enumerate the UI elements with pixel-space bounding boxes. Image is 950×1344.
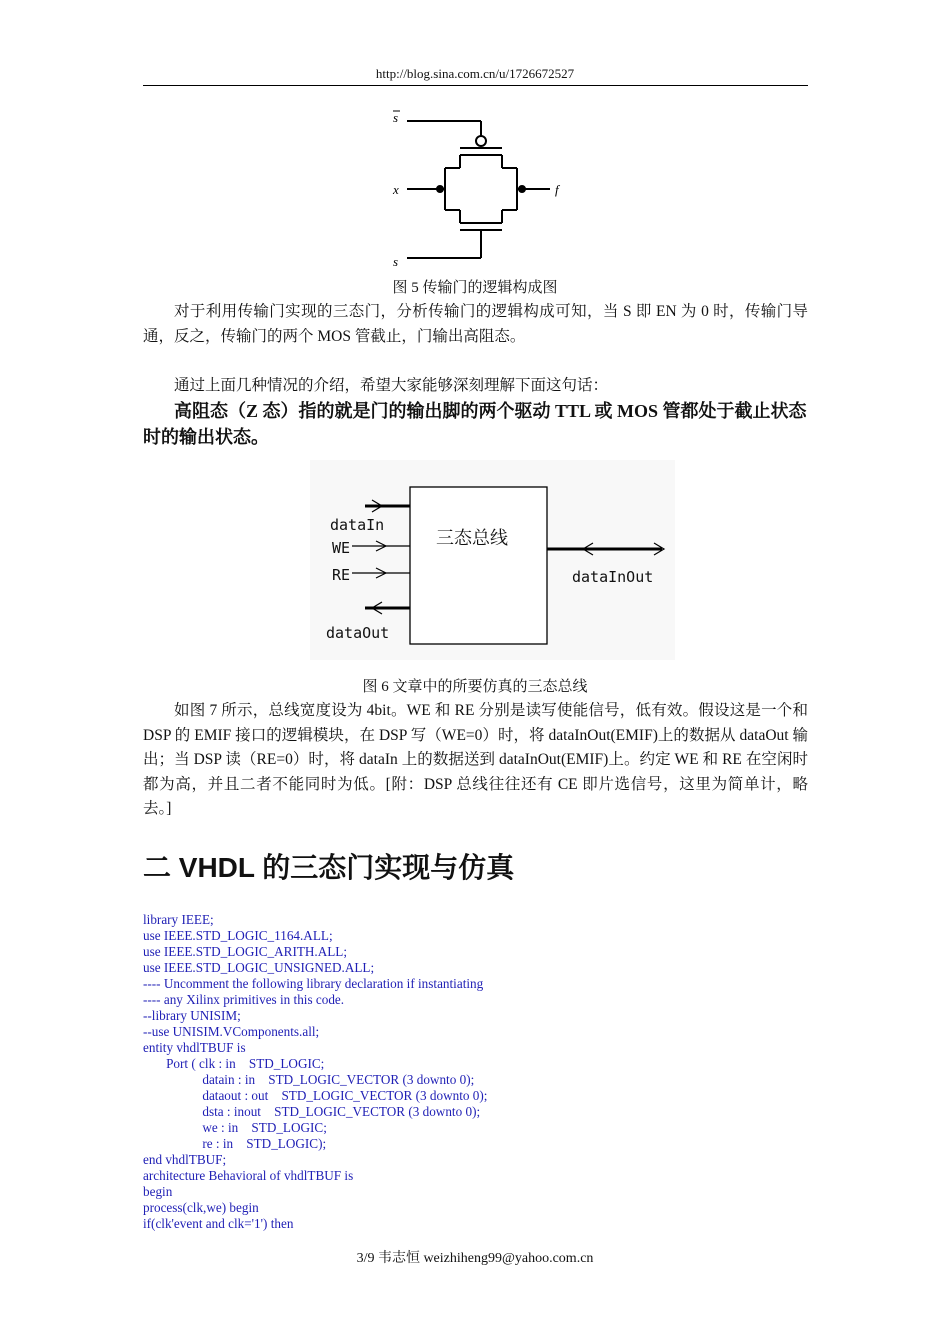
vhdl-code-block [143, 912, 487, 1232]
code-line: ---- any Xilinx primitives in this code. [143, 992, 345, 1007]
label-x: x [393, 182, 399, 197]
code-line: process(clk,we) begin [143, 1200, 259, 1215]
code-line: datain : in STD_LOGIC_VECTOR (3 downto 0); [143, 1072, 475, 1087]
label-s-bar: s [393, 110, 399, 125]
label-tristate-bus: 三态总线 [436, 528, 508, 549]
figure-6-tristate-bus [310, 460, 675, 660]
paragraph-transmission-gate: 对于利用传输门实现的三态门，分析传输门的逻辑构成可知，当 S 即 EN 为 0 时，传输门导通，反之，传输门的两个 MOS 管截止，门输出高阻态。 [143, 303, 808, 345]
code-line: use IEEE.STD_LOGIC_ARITH.ALL; [143, 944, 348, 959]
code-line: entity vhdlTBUF is [143, 1040, 246, 1055]
code-line: library IEEE; [143, 912, 214, 927]
code-line: begin [143, 1184, 173, 1199]
figure-5-transmission-gate [385, 108, 565, 273]
paragraph-bus-description: 如图 7 所示，总线宽度设为 4bit。WE 和 RE 分别是读写使能信号，低有效。假设这是一个和 DSP 的 EMIF 接口的逻辑模块，在 DSP 写（WE=0）时，将 dataInOut(EMIF)上的数据从 dataOut 输出；当 DSP 读（RE=0）时，将 dataIn 上的数据送到 dataInOut(EMIF)上。约定 WE 和 RE 在空闲时都为高，并且二者不能同时为低。[附：DSP 总线往往还有 CE 即片选信号，这里为简单计，略去。] [143, 702, 808, 817]
code-line: end vhdlTBUF; [143, 1152, 227, 1167]
label-re: RE [332, 566, 351, 584]
code-line: re : in STD_LOGIC); [143, 1136, 327, 1151]
code-line: dataout : out STD_LOGIC_VECTOR (3 downto 0); [143, 1088, 488, 1103]
label-datain: dataIn [330, 516, 385, 534]
paragraph-intro: 通过上面几种情况的介绍，希望大家能够深刻理解下面这句话： [174, 377, 609, 394]
code-line: --library UNISIM; [143, 1008, 241, 1023]
label-f: f [555, 182, 559, 197]
label-s: s [393, 254, 399, 269]
code-line: dsta : inout STD_LOGIC_VECTOR (3 downto 0); [143, 1104, 481, 1119]
code-line: architecture Behavioral of vhdlTBUF is [143, 1168, 354, 1183]
label-dataout: dataOut [326, 624, 390, 642]
header-rule [143, 85, 808, 86]
code-line: use IEEE.STD_LOGIC_1164.ALL; [143, 928, 333, 943]
label-datainout: dataInOut [572, 568, 654, 586]
bold-statement: 高阻态（Z 态）指的就是门的输出脚的两个驱动 TTL 或 MOS 管都处于截止状态时的输出状态。 [143, 401, 807, 447]
code-line: ---- Uncomment the following library declaration if instantiating [143, 976, 484, 991]
code-line: Port ( clk : in STD_LOGIC; [143, 1056, 325, 1071]
page-footer: 3/9 韦志恒 weizhiheng99@yahoo.com.cn [356, 1251, 594, 1266]
section-title: 二 VHDL 的三态门实现与仿真 [143, 852, 515, 883]
code-line: --use UNISIM.VComponents.all; [143, 1024, 320, 1039]
figure-6-caption: 图 6 文章中的所要仿真的三态总线 [362, 679, 588, 695]
code-line: if(clk'event and clk='1') then [143, 1216, 294, 1231]
figure-5-caption: 图 5 传输门的逻辑构成图 [392, 280, 558, 296]
code-line: use IEEE.STD_LOGIC_UNSIGNED.ALL; [143, 960, 375, 975]
label-we: WE [332, 539, 351, 557]
code-line: we : in STD_LOGIC; [143, 1120, 327, 1135]
header-url: http://blog.sina.com.cn/u/1726672527 [375, 66, 575, 81]
